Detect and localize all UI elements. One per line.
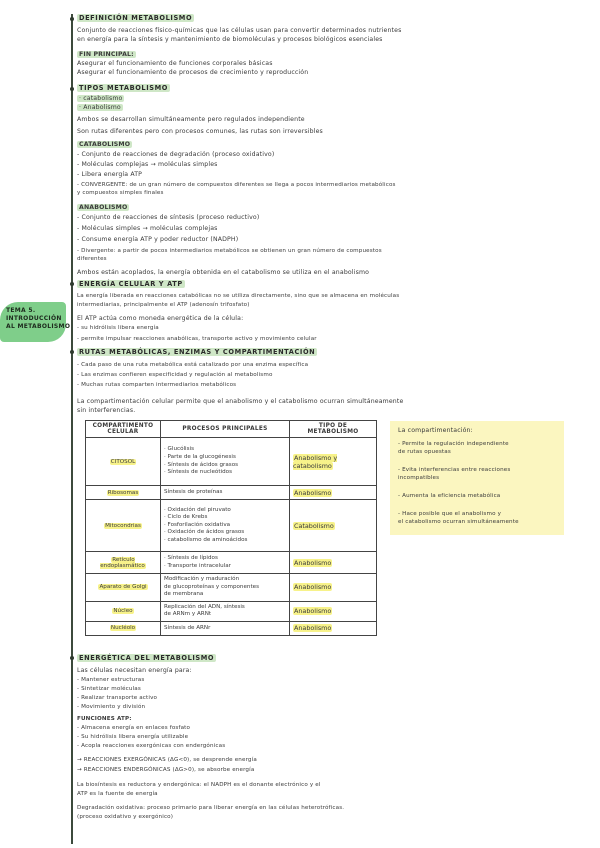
processes-cell — [161, 552, 290, 574]
process-item: · Síntesis de nucleótidos — [164, 469, 232, 476]
process-item: · Síntesis de ácidos grasos — [164, 461, 239, 468]
chapter-tag-text — [6, 307, 70, 331]
compartment-cell — [86, 486, 161, 500]
section-bullet — [70, 17, 74, 21]
section-title-text: ENERGÍA CELULAR Y ATP — [79, 280, 183, 288]
process-item: de ARNm y ARNt — [164, 611, 212, 618]
compartment-cell — [86, 621, 161, 635]
metabolism-type-cell — [290, 438, 377, 486]
compartment-table — [85, 420, 377, 636]
process-item: · Transporte intracelular — [164, 562, 231, 569]
energetica-line-1: Las células necesitan energía para: — [77, 667, 192, 674]
reaccion-endergonica: → REACCIONES ENDERGÓNICAS (ΔG>0), se absorbe energía — [77, 767, 255, 773]
energia-line-2: intermediarias, principalmente el ATP (adenosín trifosfato) — [77, 302, 250, 308]
section-title-text: TIPOS METABOLISMO — [79, 84, 168, 92]
metabolism-type: Anabolismo — [294, 624, 332, 633]
section-title-text: ENERGÉTICA DEL METABOLISMO — [79, 654, 215, 662]
catabolismo-item-2: - Moléculas complejas → moléculas simples — [77, 161, 218, 168]
tipos-paragraph-2: Son rutas diferentes pero con procesos comunes, las rutas son irreversibles — [77, 128, 323, 135]
process-item: Replicación del ADN, síntesis — [164, 603, 245, 610]
compartment-name: Núcleo — [113, 608, 133, 615]
metabolism-type: Anabolismo — [294, 488, 332, 497]
catabolismo-item-5: y compuestos simples finales — [77, 190, 164, 196]
process-item: · Ciclo de Krebs — [164, 514, 208, 521]
tipos-paragraph-1: Ambos se desarrollan simultáneamente pero regulados independiente — [77, 116, 305, 123]
degradacion-line-2: (proceso oxidativo y exergónico) — [77, 814, 174, 820]
energetica-line-4: - Realizar transporte activo — [77, 695, 158, 701]
compartment-cell — [86, 601, 161, 621]
compartment-cell — [86, 438, 161, 486]
rutas-line-2: - Las enzimas confieren especificidad y regulación al metabolismo — [77, 372, 273, 378]
chapter-tag-line: INTRODUCCIÓN — [6, 315, 62, 322]
tipo-item-1 — [77, 95, 124, 103]
anabolismo-text: ANABOLISMO — [79, 204, 128, 211]
energia-line-1: La energía liberada en reacciones catabólicas no se utiliza directamente, sino que se almacena en moléculas — [77, 293, 400, 299]
processes-cell — [161, 601, 290, 621]
funciones-atp-label: FUNCIONES ATP: — [77, 716, 132, 722]
definition-line-1: Conjunto de reacciones físico-químicas que las células usan para convertir determinados nutrientes — [77, 27, 402, 34]
table-row — [86, 621, 377, 635]
process-item: · Oxidación del piruvato — [164, 506, 231, 513]
compartment-name: Ribosomas — [107, 489, 139, 496]
header-tipo: TIPO DE METABOLISMO — [290, 421, 377, 438]
rutas-line-5: sin interferencias. — [77, 407, 136, 414]
table-row — [86, 601, 377, 621]
anabolismo-item-5: diferentes — [77, 256, 107, 262]
funciones-atp-3: - Acopla reacciones exergónicas con endergónicas — [77, 743, 226, 749]
table-header-row — [86, 421, 377, 438]
energia-line-5: - permite impulsar reacciones anabólicas, transporte activo y movimiento celular — [77, 336, 317, 342]
process-item: de membrana — [164, 591, 204, 598]
catabolismo-item-4: - CONVERGENTE: de un gran número de compuestos diferentes se llega a pocos intermediarios metabólicos — [77, 182, 396, 188]
section-bullet — [70, 87, 74, 91]
metabolism-type: Anabolismo — [294, 607, 332, 616]
note-line: de rutas opuestas — [398, 449, 451, 455]
section-spine — [71, 14, 73, 844]
anabolismo-label — [77, 204, 129, 212]
chapter-tag-line: TEMA 5. — [6, 307, 36, 314]
section-title-energia — [77, 280, 185, 288]
anabolismo-item-1: - Conjunto de reacciones de síntesis (proceso reductivo) — [77, 214, 260, 221]
process-item: de glucoproteínas y componentes — [164, 583, 260, 590]
fin-item-2: Asegurar el funcionamiento de procesos de crecimiento y reproducción — [77, 69, 309, 76]
funciones-atp-2: - Su hidrólisis libera energía utilizable — [77, 734, 189, 740]
process-item: Modificación y maduración — [164, 576, 240, 582]
process-item: · Fosforilación oxidativa — [164, 521, 231, 528]
funciones-atp-1: - Almacena energía en enlaces fosfato — [77, 725, 191, 731]
processes-cell — [161, 574, 290, 602]
metabolism-type-cell — [290, 552, 377, 574]
energetica-line-3: - Sintetizar moléculas — [77, 686, 141, 692]
process-item: · Oxidación de ácidos grasos — [164, 529, 245, 536]
fin-item-1: Asegurar el funcionamiento de funciones corporales básicas — [77, 60, 273, 67]
compartment-name: Mitocondrias — [105, 522, 141, 529]
metabolism-type-cell — [290, 601, 377, 621]
note-line: - Hace posible que el anabolismo y — [398, 511, 502, 517]
catabolismo-label — [77, 141, 132, 149]
process-item: · Glucólisis — [164, 446, 194, 453]
metabolism-type-cell — [290, 486, 377, 500]
metabolism-type: Anabolismo y catabolismo — [293, 453, 338, 470]
tipo-text: · catabolismo — [79, 95, 123, 102]
process-item: · catabolismo de aminoácidos — [164, 536, 248, 543]
process-item: Síntesis de ARNr — [164, 624, 211, 631]
section-title-tipos — [77, 84, 170, 92]
process-item: · Parte de la glucogénesis — [164, 453, 236, 460]
metabolism-type: Anabolismo — [294, 583, 332, 592]
section-title-text: RUTAS METABÓLICAS, ENZIMAS Y COMPARTIMENTACIÓN — [79, 348, 316, 356]
table-row — [86, 486, 377, 500]
table-row — [86, 552, 377, 574]
compartment-name: Aparato de Golgi — [99, 584, 147, 591]
catabolismo-item-3: - Libera energía ATP — [77, 171, 143, 178]
metabolism-type: Catabolismo — [294, 521, 334, 530]
degradacion-line-1: Degradación oxidativa: proceso primario para liberar energía en las células heterotróficas. — [77, 805, 345, 811]
note-line: el catabolismo ocurran simultáneamente — [398, 519, 519, 525]
compartment-name: Nucléolo — [110, 625, 136, 632]
section-title-text: DEFINICIÓN METABOLISMO — [79, 14, 193, 22]
biosintesis-line-1: La biosíntesis es reductora y endergónica: el NADPH es el donante electrónico y el — [77, 782, 321, 788]
metabolism-type-cell — [290, 574, 377, 602]
biosintesis-line-2: ATP es la fuente de energía — [77, 791, 158, 797]
note-line: - Aumenta la eficiencia metabólica — [398, 493, 501, 499]
header-compartimento: COMPARTIMENTO CELULAR — [86, 421, 161, 438]
anabolismo-item-3: - Consume energía ATP y poder reductor (NADPH) — [77, 236, 239, 243]
fin-principal-text: FIN PRINCIPAL: — [79, 51, 134, 58]
processes-cell — [161, 438, 290, 486]
processes-cell — [161, 500, 290, 552]
note-line: - Permite la regulación independiente — [398, 441, 509, 447]
table-row — [86, 438, 377, 486]
anabolismo-item-4: - Divergente: a partir de pocos intermediarios metabólicos se obtienen un gran número de compuestos — [77, 248, 382, 254]
section-bullet — [70, 350, 74, 354]
table-row — [86, 500, 377, 552]
processes-cell — [161, 486, 290, 500]
tipo-item-2 — [77, 104, 123, 112]
process-item: Síntesis de proteínas — [164, 488, 223, 495]
energetica-line-5: - Movimiento y división — [77, 704, 146, 710]
section-title-definicion — [77, 14, 194, 22]
energia-line-3: El ATP actúa como moneda energética de la célula: — [77, 315, 244, 322]
note-line: - Evita interferencias entre reacciones — [398, 467, 511, 473]
note-line: incompatibles — [398, 475, 440, 481]
energia-line-4: - su hidrólisis libera energía — [77, 325, 159, 331]
reaccion-exergonica: → REACCIONES EXERGÓNICAS (ΔG<0), se desprende energía — [77, 757, 257, 763]
compartment-name: CITOSOL — [110, 458, 136, 465]
note-title: La compartimentación: — [398, 427, 473, 434]
compartment-cell — [86, 500, 161, 552]
fin-principal-label — [77, 51, 136, 59]
catabolismo-text: CATABOLISMO — [79, 141, 131, 148]
compartment-cell — [86, 552, 161, 574]
header-procesos: PROCESOS PRINCIPALES — [161, 421, 290, 438]
tipo-text: · Anabolismo — [79, 104, 121, 111]
section-title-rutas — [77, 348, 317, 356]
acoplados-paragraph: Ambos están acoplados, la energía obtenida en el catabolismo se utiliza en el anabolismo — [77, 269, 370, 276]
rutas-line-3: - Muchas rutas comparten intermediarios metabólicos — [77, 382, 237, 388]
metabolism-type: Anabolismo — [294, 558, 332, 567]
compartment-cell — [86, 574, 161, 602]
metabolism-type-cell — [290, 500, 377, 552]
section-title-energetica — [77, 654, 216, 662]
section-bullet — [70, 282, 74, 286]
table-row — [86, 574, 377, 602]
rutas-line-4: La compartimentación celular permite que el anabolismo y el catabolismo ocurran simultáneamente — [77, 398, 404, 405]
anabolismo-item-2: - Moléculas simples → moléculas complejas — [77, 225, 218, 232]
section-bullet — [70, 656, 74, 660]
energetica-line-2: - Mantener estructuras — [77, 677, 145, 683]
chapter-tag-line: AL METABOLISMO — [6, 323, 71, 330]
rutas-line-1: - Cada paso de una ruta metabólica está catalizado por una enzima específica — [77, 362, 309, 368]
compartment-name: Retículo endoplasmático — [100, 556, 145, 569]
catabolismo-item-1: - Conjunto de reacciones de degradación (proceso oxidativo) — [77, 151, 275, 158]
processes-cell — [161, 621, 290, 635]
compartmentation-note — [390, 421, 564, 535]
metabolism-type-cell — [290, 621, 377, 635]
process-item: · Síntesis de lípidos — [164, 554, 218, 561]
definition-line-2: en energía para la síntesis y mantenimiento de biomoléculas y procesos biológicos esenciales — [77, 36, 383, 43]
